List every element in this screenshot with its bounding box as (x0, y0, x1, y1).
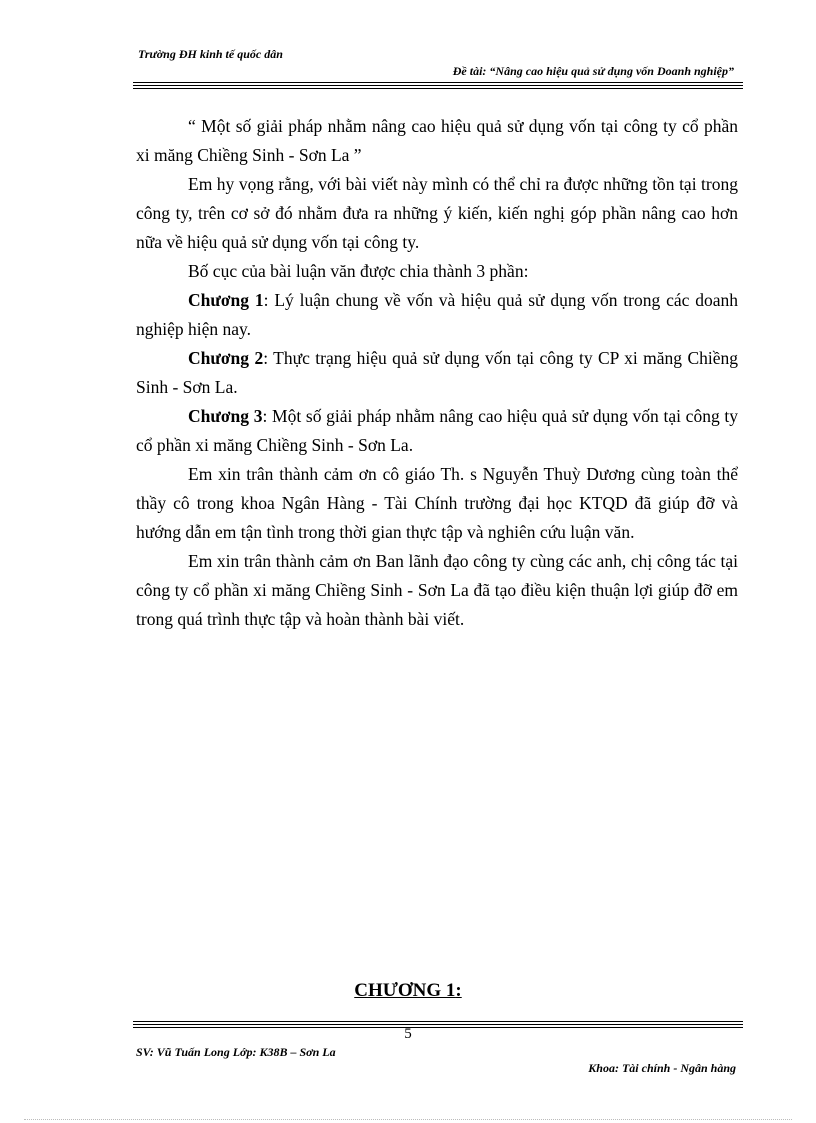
paragraph-thanks-company: Em xin trân thành cảm ơn Ban lãnh đạo công ty cùng các anh, chị công tác tại công ty cổ phần xi măng Chiềng Sinh - Sơn La đã tạo điều kiện thuận lợi giúp đỡ em trong quá trình thực tập và hoàn thành bài viết. (136, 551, 738, 629)
chapter-heading-title: CHƯƠNG 1 (354, 980, 456, 1001)
chapter-heading (0, 980, 816, 1002)
chapter-heading-colon: : (455, 980, 462, 1001)
body-text (136, 112, 738, 634)
footer-student: SV: Vũ Tuấn Long Lớp: K38B – Sơn La (136, 1045, 336, 1059)
paragraph-title-quote: “ Một số giải pháp nhằm nâng cao hiệu quả sử dụng vốn tại công ty cổ phần xi măng Chiềng Sinh - Sơn La ” (136, 116, 738, 165)
page-number: 5 (404, 1026, 412, 1042)
footer-rule (133, 1021, 743, 1025)
paragraph-structure: Bố cục của bài luận văn được chia thành 3 phần: (188, 261, 529, 281)
footer-faculty: Khoa: Tài chính - Ngân hàng (588, 1061, 736, 1075)
header-topic: Đề tài: “Nâng cao hiệu quả sử dụng vốn Doanh nghiệp” (452, 64, 734, 78)
chapter-3-text: : Một số giải pháp nhằm nâng cao hiệu quả sử dụng vốn tại công ty cổ phần xi măng Chiềng Sinh - Sơn La. (136, 406, 738, 455)
chapter-2-label: Chương 2 (188, 348, 264, 368)
chapter-1-text: : Lý luận chung về vốn và hiệu quả sử dụng vốn trong các doanh nghiệp hiện nay. (136, 290, 739, 339)
header-rule (133, 82, 743, 86)
paragraph-thanks-teacher: Em xin trân thành cảm ơn cô giáo Th. s Nguyễn Thuỳ Dương cùng toàn thể thầy cô trong khoa Ngân Hàng - Tài Chính trường đại học KTQD đã giúp đỡ và hướng dẫn em tận tình trong thời gian thực tập và nghiên cứu luận văn. (136, 464, 738, 542)
chapter-1-label: Chương 1 (188, 290, 264, 310)
chapter-2-text: : Thực trạng hiệu quả sử dụng vốn tại công ty CP xi măng Chiềng Sinh - Sơn La. (136, 348, 739, 397)
page-edge-divider (24, 1119, 792, 1120)
paragraph-chapter-1 (136, 286, 738, 344)
paragraph-chapter-2 (136, 344, 738, 402)
header-school: Trường ĐH kinh tế quốc dân (138, 47, 283, 61)
paragraph-hope: Em hy vọng rằng, với bài viết này mình có thể chỉ ra được những tồn tại trong công ty, trên cơ sở đó nhằm đưa ra những ý kiến, kiến nghị góp phần nâng cao hơn nữa về hiệu quả sử dụng vốn tại công ty. (136, 174, 738, 252)
paragraph-chapter-3 (136, 402, 738, 460)
chapter-3-label: Chương 3 (188, 406, 263, 426)
